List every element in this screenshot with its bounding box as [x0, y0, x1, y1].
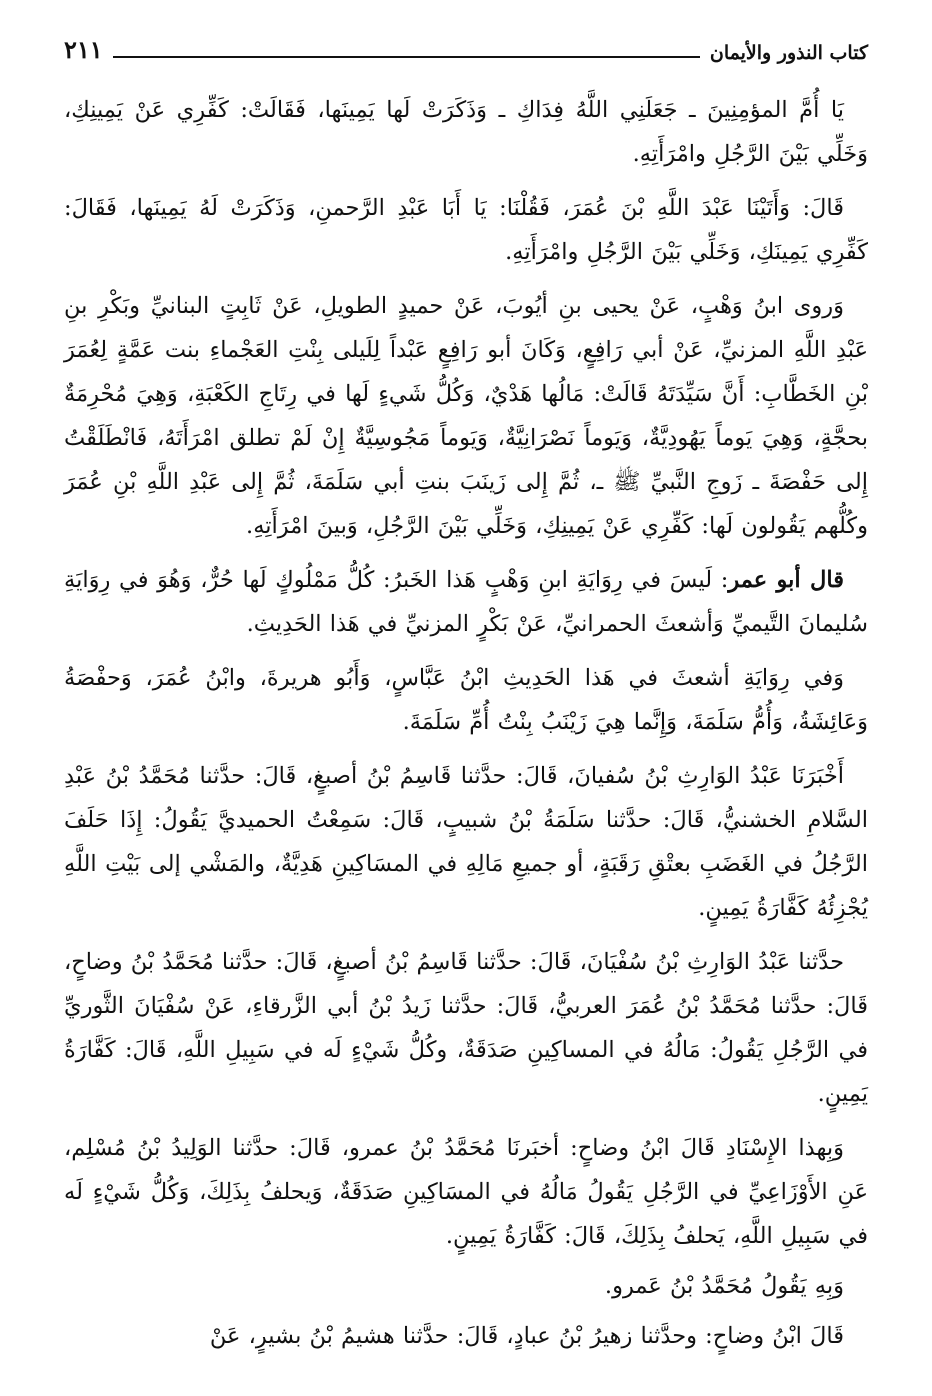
- page-body: [64, 88, 868, 1358]
- paragraph: وَروى ابنُ وَهْبٍ، عَنْ يحيى بنِ أيُوبَ، عَنْ حميدٍ الطويلِ، عَنْ ثَابِتٍ البنانيِّ وبَكْرِ بنِ عَبْدِ اللَّهِ المزنيِّ، عَنْ أبي رَافِعٍ، وَكَانَ أبو رَافِعٍ عَبْداً لِلَيلى بِنْتِ العَجْماءِ بنت عَمَّةٍ لِعُمَرَ بْنِ الخَطَّابِ: أَنَّ سَيِّدَتَهُ قَالَتْ: مَالُها هَدْيٌ، وَكُلُّ شَيءٍ لَها في رِتَاجِ الكَعْبَةِ، وَهِيَ مُحْرِمَةٌ بحجَّةٍ، وَهِيَ يَوماً يَهُودِيَّةٌ، وَيَوماً نَصْرَانِيَّةٌ، وَيَوماً مَجُوسِيَّةٌ إِنْ لَمْ تطلق امْرَأَتَهُ، فَانْطَلَقْتُ إِلى حَفْصَةَ ـ زَوجِ النَّبيِّ ﷺ ـ، ثُمَّ إِلى زَينَبَ بنتِ أبي سَلَمَةَ، ثُمَّ إِلى عَبْدِ اللَّهِ بْنِ عُمَرَ وكُلُّهم يَقُولون لَها: كَفِّرِي عَنْ يَمِينِكِ، وَخَلِّي بَيْنَ الرَّجُلِ، وَبينَ امْرَأَتِهِ.: [64, 293, 868, 539]
- paragraph: يَا أُمَّ المؤمِنِينَ ـ جَعَلَنِي اللَّهُ فِدَاكِ ـ وَذَكَرَتْ لَها يَمِينَها، فَقَالَتْ: كَفِّرِي عَنْ يَمِينِكِ، وَخَلِّي بَيْنَ الرَّجُلِ وامْرَأَتِهِ.: [64, 97, 868, 167]
- header-rule: [113, 56, 700, 58]
- paragraph: وَبِهِ يَقُولُ مُحَمَّدُ بْنُ عَمرو.: [604, 1273, 844, 1299]
- running-title: كتاب النذور والأيمان: [709, 42, 868, 64]
- paragraph: قَالَ ابْنُ وضاحٍ: وحدَّثنا زهيرُ بْنُ عبادٍ، قَالَ: حدَّثنا هشيمُ بْنُ بشيرٍ، عَنْ: [209, 1323, 844, 1349]
- paragraph: قَالَ: وَأَتَيْنَا عَبْدَ اللَّهِ بْنَ عُمَرَ، فَقُلْنَا: يَا أَبَا عَبْدِ الرَّحمنِ، وَذَكَرَتْ لَهُ يَمِينَها، فَقَالَ: كَفِّرِي يَمِينَكِ، وَخَلِّي بَيْنَ الرَّجُلِ وامْرَأَتِهِ.: [64, 195, 868, 265]
- page-header: [64, 28, 868, 64]
- paragraph-text: : لَيسَ في رِوَايَةِ ابنِ وَهْبٍ هَذا الخَبرُ: كُلُّ مَمْلُوكٍ لَها حُرٌّ، وَهُوَ في رِوَايَةِ سُليمانَ التَّيميِّ وَأشعثَ الحمرانيِّ، عَنْ بَكْرٍ المزنيِّ في هَذا الحَدِيثِ.: [64, 567, 868, 637]
- paragraph: [64, 558, 868, 646]
- paragraph: حدَّثنا عَبْدُ الوَارِثِ بْنُ سُفْيَانَ، قَالَ: حدَّثنا قَاسِمُ بْنُ أصبغٍ، قَالَ: حدَّثنا مُحَمَّدُ بْنُ وضاحٍ، قَالَ: حدَّثنا مُحَمَّدُ بْنُ عُمَرَ العربيُّ، قَالَ: حدَّثنا زَيدُ بْنُ أبي الزَّرقاءِ، عَنْ سُفْيَانَ الثَّوريِّ في الرَّجُلِ يَقُولُ: مَالُهُ في المساكِينِ صَدَقَةٌ، وكُلُّ شَيْءٍ لَه في سَبِيلِ اللَّهِ، قَالَ: كَفَّارَةُ يَمِينٍ.: [64, 949, 868, 1107]
- paragraph: وَبِهذا الإِسْنَادِ قَالَ ابْنُ وضاحٍ: أخبَرنَا مُحَمَّدُ بْنُ عمرو، قَالَ: حدَّثنا الوَلِيدُ بْنُ مُسْلِم، عَنِ الأَوْزَاعِيِّ في الرَّجُلِ يَقُولُ مَالُهُ في المسَاكِينِ صَدَقَةٌ، وَيحلفُ بِذَلِكَ، وَكُلُّ شَيْءٍ لَه في سَبِيلِ اللَّهِ، يَحلفُ بِذَلِكَ، قَالَ: كَفَّارَةُ يَمِينٍ.: [64, 1135, 868, 1249]
- paragraph: أَخْبَرَنَا عَبْدُ الوَارِثِ بْنُ سُفيانَ، قَالَ: حدَّثنا قَاسِمُ بْنُ أصبغٍ، قَالَ: حدَّثنا مُحَمَّدُ بْنُ عَبْدِ السَّلامِ الخشنيُّ، قَالَ: حدَّثنا سَلَمَةُ بْنُ شبيبٍ، قَالَ: سَمِعْتُ الحميديَّ يَقُولُ: إِذَا حَلَفَ الرَّجُلُ في الغَضَبِ بعتْقِ رَقَبَةٍ، أو جميعِ مَالِهِ في المسَاكِينِ هَدِيَّةٌ، والمَشْي إلى بَيْتِ اللَّهِ يُجْزِئُهُ كَفَّارَةُ يَمِينٍ.: [64, 763, 868, 921]
- paragraph-lead: قال أبو عمر: [728, 567, 844, 593]
- page-number: ٢١١: [64, 35, 103, 64]
- paragraph: وَفي رِوَايَةِ أشعثَ في هَذا الحَدِيثِ ابْنُ عَبَّاسٍ، وَأَبُو هريرةَ، وابْنُ عُمَرَ، وَحفْصَةُ وَعَائِشَةُ، وَأُمُّ سَلَمَةَ، وَإِنَّما هِيَ زَيْنَبُ بِنْتُ أُمِّ سَلَمَةَ.: [64, 665, 868, 735]
